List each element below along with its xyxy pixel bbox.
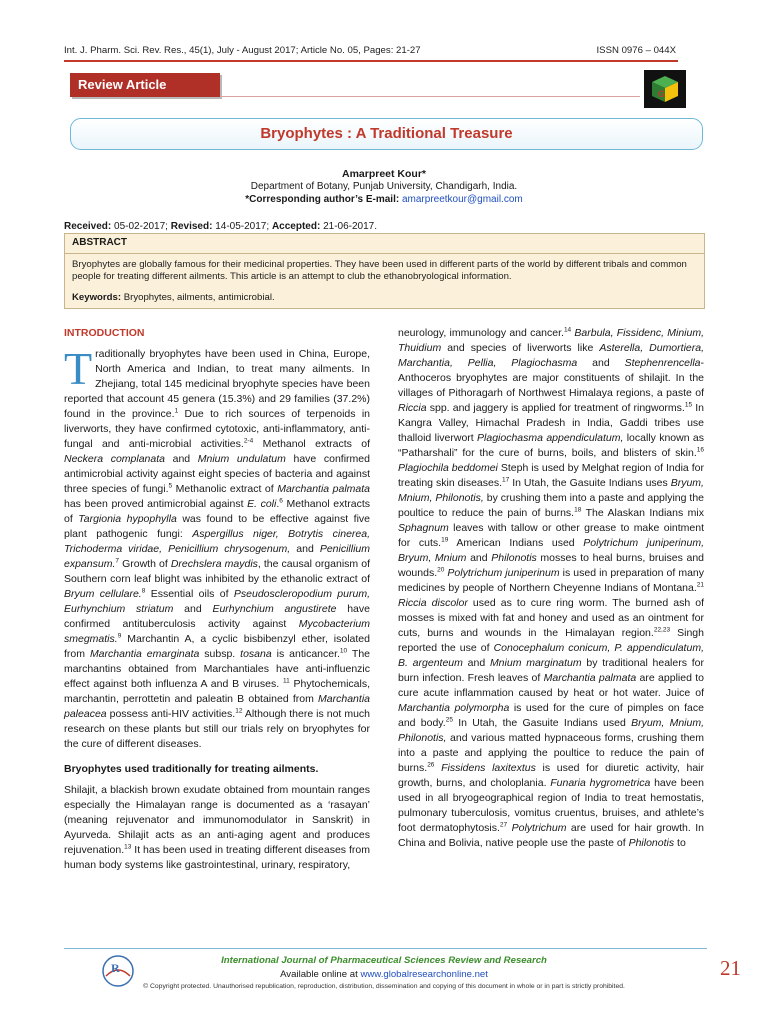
footer-online-label: Available online at [280,969,358,980]
shilajit-paragraph: Shilajit, a blackish brown exudate obtained from mountain ranges especially the Himalayan range is documented as a ‘rasayan’ (meaning rejuvenator and immunomodulator in Sanskrit) in Ayurveda. Shilajit acts as an anti-aging agent and produces rejuvenation.$^{13}$ It has been used in treating different diseases from human body systems like gastrointestinal, urinary, respiratory, [64,784,370,871]
abstract-box [64,233,705,309]
journal-citation: Int. J. Pharm. Sci. Rev. Res., 45(1), July - August 2017; Article No. 05, Pages: 21-27 [64,45,421,56]
body-column-left [64,326,370,879]
journal-cube-logo-icon [644,70,686,108]
page-number: 21 [720,956,741,980]
badge-underline [220,96,640,97]
introduction-heading: INTRODUCTION [64,327,145,339]
article-dates [64,221,377,232]
keywords [72,292,697,305]
subsection-heading: Bryophytes used traditionally for treating ailments. [64,763,319,775]
corresponding-author [0,194,768,205]
header-rule [64,60,678,62]
author-name: Amarpreet Kour* [341,168,427,180]
drop-cap: T [64,343,93,394]
revised-date: 14-05-2017; [215,221,270,232]
footer-journal-name: International Journal of Pharmaceutical Sciences Review and Research [221,955,547,966]
author-email-link[interactable]: amarpreetkour@gmail.com [401,194,523,205]
accepted-label: Accepted: [271,221,321,232]
intro-paragraph: Traditionally bryophytes have been used in China, Europe, North America and Indian, to treat many ailments. In Zhejiang, total 145 medicinal bryophyte species have been reported that account 45 genera (15.3%) and 29 families (37.2%) found in the province.$^1$ Due to rich sources of terpenoids in liverworts, they have confirmed cytotoxic, anti-inflammatory, anti-fungal and anti-microbial activities.$^{2-4}$ Methanol extracts of Neckera complanata and Mnium undulatum have confirmed antimicrobial activity against eight species of bacteria and against three species of fungi.$^5$ Methanolic extract of Marchantia palmata has been proved antimicrobial against E. coli.$^6$ Methanol extracts of Targionia hypophylla was found to be effective against five plant pathogenic fungi: Aspergillus niger, Botrytis cinerea, Trichoderma viridae, Penicillium chrysogenum, and Penicillium expansum.$^7$ Growth of Drechslera maydis, the causal organism of Southern corn leaf blight was inhibited by the ethanolic extract of Bryum cellulare.$^8$ Essential oils of Pseudoscleropodium purum, Eurhynchium striatum and Eurhynchium angustirete have confirmed antituberculosis activity against Mycobacterium smegmatis.$^9$ Marchantin A, a cyclic bisbibenzyl ether, isolated from Marchantia emarginata subsp. tosana is anticancer.$^{10}$ The marchantins obtained from Marchantiales have anti-influenzic effect against both influenza A and B viruses. $^{11}$ Phytochemicals, marchantin, perrottetin and paleatin B obtained from Marchantia paleacea possess anti-HIV activities.$^{12}$ Although there is not much research on these plants but still our trials rely on bryophytes for the cure of different diseases. [64,343,371,750]
svg-text:G: G [658,89,666,99]
footer-availability [0,969,768,980]
issn: ISSN 0976 – 044X [596,45,676,56]
revised-label: Revised: [170,221,213,232]
abstract-heading: ABSTRACT [72,237,127,248]
footer-url-link[interactable]: www.globalresearchonline.net [360,969,488,980]
received-date: 05-02-2017; [114,221,168,232]
article-type-badge: Review Article [70,73,220,97]
author-affiliation: Department of Botany, Punjab University, Chandigarh, India. [250,181,518,192]
abstract-rule [65,253,704,254]
svg-text:R: R [111,961,120,975]
accepted-date: 21-06-2017. [323,221,378,232]
abstract-text: Bryophytes are globally famous for their medicinal properties. They have been used in different parts of the world by different tribals and common people for treating different ailments. This article is an attempt to club the ethanobryological information. [72,258,687,282]
keywords-value: Bryophytes, ailments, antimicrobial. [123,291,275,303]
footer-rule [64,948,707,949]
corr-label: *Corresponding author’s E-mail: [245,194,400,205]
article-title: Bryophytes : A Traditional Treasure [70,118,703,150]
keywords-label: Keywords: [72,291,122,303]
footer-copyright: © Copyright protected. Unauthorised republication, reproduction, distribution, dissemination and copying of this document in whole or in part is strictly prohibited. [143,983,625,990]
body-column-right [398,326,704,857]
received-label: Received: [64,221,112,232]
right-paragraph: neurology, immunology and cancer.$^{14}$ Barbula, Fissidenc, Minium, Thuidium and species of liverworts like Asterella, Dumortiera, Marchantia, Pellia, Plagiochasma and Stephenrencella-Anthoceros bryophytes are major constituents of shilajit. In the villages of Pithoragarh of Northwest Himalaya regions, a paste of Riccia spp. and jaggery is applied for treatment of ringworms.$^{15}$ In Kangra Valley, Himachal Pradesh in India, Gaddi tribes use thalloid liverwort Plagiochasma appendiculatum, locally known as “Patharshali” for the cure of burns, boils, and blisters of skin.$^{16}$ Plagiochila beddomei Steph is used by Melghat region of India for treating skin diseases.$^{17}$ In Utah, the Gasuite Indians uses Bryum, Mnium, Philonotis, by crushing them into a paste and applying the poultice to reduce the pain of burns.$^{18}$ The Alaskan Indians mix Sphagnum leaves with tallow or other grease to make ointment for cuts.$^{19}$ American Indians used Polytrichum juniperinum, Bryum, Mnium and Philonotis mosses to heal burns, bruises and wounds.$^{20}$ Polytrichum juniperinum is used in preparation of many medicines by people of Northern Cheyenne Indians of Montana.$^{21}$ Riccia discolor used as to cure ring worm. The burned ash of mosses is mixed with fat and honey and used as an ointment for cuts, burns and wounds in the Himalayan region.$^{22,23}$ Singh reported the use of Conocephalum conicum, P. appendiculatum, B. argenteum and Mnium marginatum by traditional healers for burn infection. Fresh leaves of Marchantia palmata are applied to cure acute inflammation caused by heat or hot water. Juice of Marchantia polymorpha is used for the cure of pimples on face and body.$^{25}$ In Utah, the Gasuite Indians used Bryum, Mnium, Philonotis, and various matted hypnaceous forms, crushing them into a paste and applying the poultice to reduce the pain of burns.$^{26}$ Fissidens laxitextus is used for diuretic activity, hair growth, burns, and choloplania. Funaria hygrometrica have been used in all bryogeographical region of India to treat hemostatis, pulmonary tuberculosis, vomitus cruentus, bruises, and athlete’s foot dermatophytosis.$^{27}$ Polytrichum are used for hair growth. In China and Bolivia, native people use the paste of Philonotis to [398,326,705,849]
